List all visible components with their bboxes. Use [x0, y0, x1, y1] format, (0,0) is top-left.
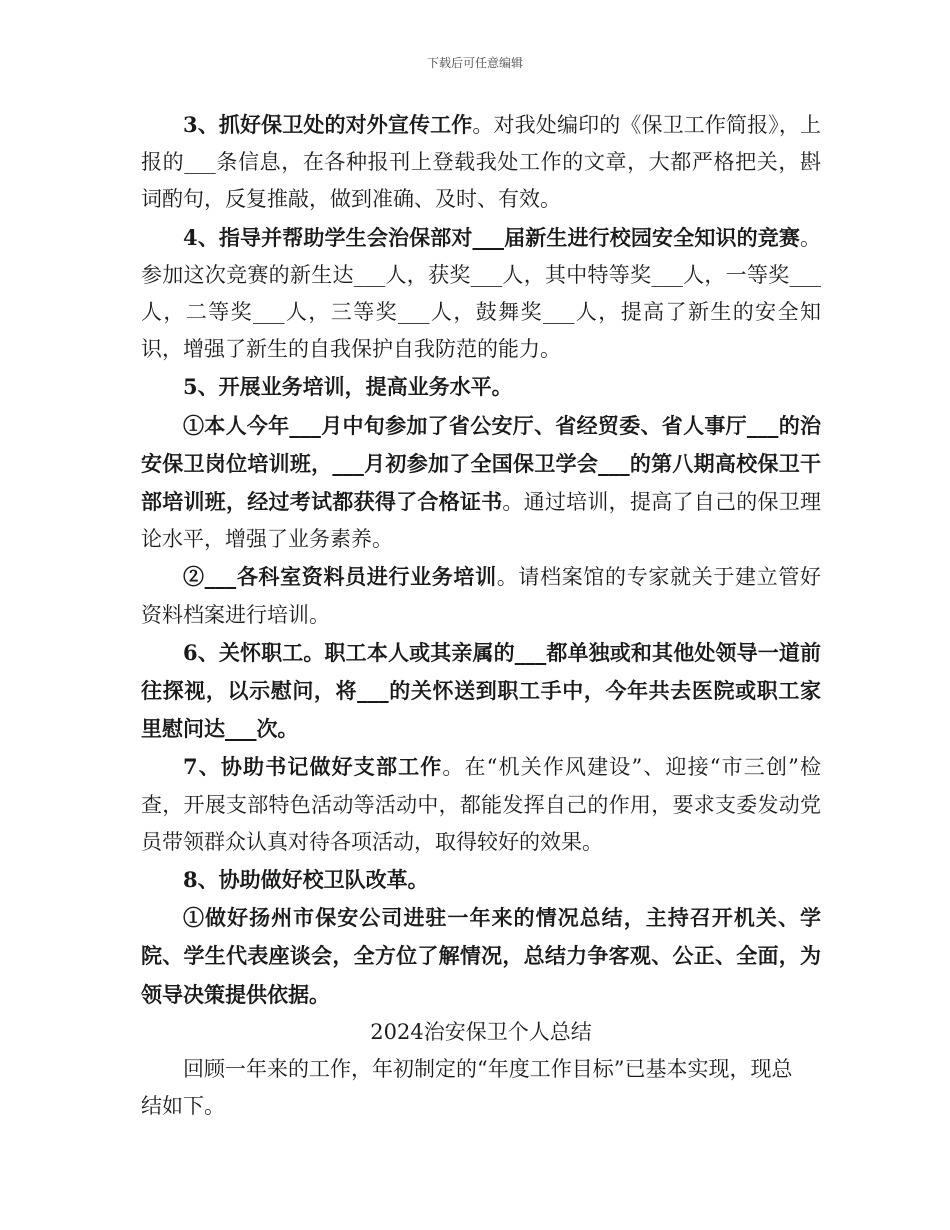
paragraph-3: [141, 106, 821, 219]
section-title: 2024治安保卫个人总结: [370, 1019, 592, 1044]
paragraph-8-1-heading: ①做好扬州市保安公司进驻一年来的情况总结，主持召开机关、学院、学生代表座谈会，全方位了解情况，总结力争客观、公正、全面，为领导决策提供依据。: [141, 905, 821, 1007]
paragraph-6-heading: 6、关怀职工。职工本人或其亲属的___都单独或和其他处领导一道前往探视，以示慰问，将___的关怀送到职工手中，今年共去医院或职工家里慰问达___次。: [141, 639, 821, 742]
paragraph-5-2: [141, 558, 821, 633]
closing-paragraph: 回顾一年来的工作，年初制定的“年度工作目标”已基本实现，现总结如下。: [141, 1057, 793, 1119]
paragraph-5-2-heading: ②___各科室资料员进行业务培训: [183, 564, 497, 590]
paragraph-8: [141, 861, 821, 899]
paragraph-4: [141, 219, 821, 369]
paragraph-3-heading: 3、抓好保卫处的对外宣传工作: [183, 112, 473, 137]
paragraph-4-heading: 4、指导并帮助学生会治保部对___届新生进行校园安全知识的竞赛: [183, 224, 800, 250]
paragraph-8-heading: 8、协助做好校卫队改革。: [183, 867, 429, 893]
paragraph-7: [141, 748, 821, 861]
paragraph-6: [141, 634, 821, 749]
paragraph-5-1-text: 。通过培训，提高了自己的保卫理论水平，增强了业务素养。: [141, 490, 822, 552]
paragraph-5-1: [141, 407, 821, 559]
document-body: [141, 106, 821, 1125]
paragraph-5-1-heading: ①本人今年___月中旬参加了省公安厅、省经贸委、省人事厅___的治安保卫岗位培训班，___月初参加了全国保卫学会___的第八期高校保卫干部培训班，经过考试都获得了合格证书: [141, 412, 821, 515]
paragraph-5-heading: 5、开展业务培训，提高业务水平。: [183, 374, 513, 400]
paragraph-5: [141, 368, 821, 406]
page-header: 下载后可任意编辑: [426, 56, 523, 70]
paragraph-7-heading: 7、协助书记做好支部工作: [183, 754, 443, 780]
paragraph-4-text: 。参加这次竞赛的新生达___人，获奖___人，其中特等奖___人，一等奖___人，二等奖___人，三等奖___人，鼓舞奖___人，提高了新生的安全知识，增强了新生的自我保护自我防范的能力。: [141, 225, 821, 362]
paragraph-3-text: 。对我处编印的《保卫工作简报》，上报的___条信息，在各种报刊上登载我处工作的文章，大都严格把关，斟词酌句，反复推敲，做到准确、及时、有效。: [141, 113, 821, 212]
paragraph-7-text: 。在“机关作风建设”、迎接“市三创”检查，开展支部特色活动等活动中，都能发挥自己的作用，要求支委发动党员带领群众认真对待各项活动，取得较好的效果。: [141, 755, 821, 854]
paragraph-5-2-text: 。请档案馆的专家就关于建立管好资料档案进行培训。: [141, 565, 821, 627]
paragraph-8-1: [141, 899, 821, 1014]
